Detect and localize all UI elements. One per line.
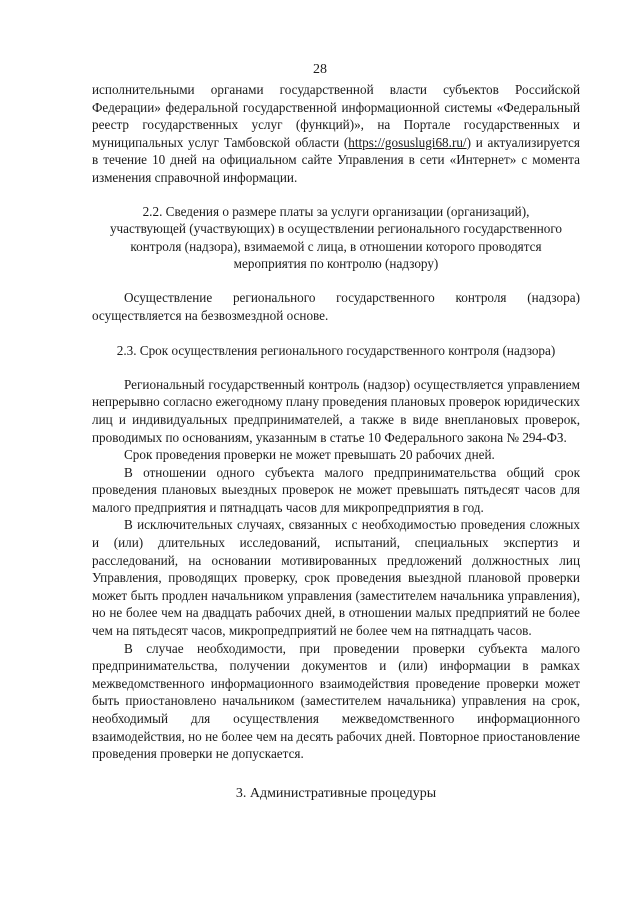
paragraph-extension-cases: В исключительных случаях, связанных с необходимостью проведения сложных и (или) длительных исследований, испытаний, специальных экспертиз и расследований, на основании мотивированных предложений должностных лиц Управления, проводящих проверку, срок проведения выездной плановой проверки может быть продлен начальником управления (заместителем начальника управления), но не более чем на двадцать рабочих дней, в отношении малых предприятий не более чем на пятьдесят часов, микропредприятий не более чем на пятнадцать часов. [92,517,580,639]
heading-2-3: 2.3. Срок осуществления регионального государственного контроля (надзора) [116,343,556,359]
paragraph-inspection-duration: Срок проведения проверки не может превышать 20 рабочих дней. [124,447,495,463]
gosuslugi-link[interactable]: https://gosuslugi68.ru/ [348,134,467,150]
section-3-title: 3. Административные процедуры [235,785,437,801]
paragraph-continuous-control: Региональный государственный контроль (надзор) осуществляется управлением непрерывно согласно ежегодному плану проведения плановых проверок юридических лиц и индивидуальных предпринимателей, а также в виде внеплановых проверок, проводимых по основаниям, указанным в статье 10 Федерального закона № 294-ФЗ. [92,376,580,445]
document-body [92,81,580,816]
page-number: 28 [313,62,327,77]
paragraph-text: ) и актуализируется в течение 10 дней на официальном сайте Управления в сети «Интернет» с момента изменения справочной информации. [92,134,580,185]
paragraph-free-basis: Осуществление регионального государственного контроля (надзора) осуществляется на безвозмездной основе. [92,289,580,323]
paragraph-small-business-limit: В отношении одного субъекта малого предпринимательства общий срок проведения плановых выездных проверок не может превышать пятьдесят часов для малого предприятия и пятнадцать часов для микропредприятия в год. [92,464,580,515]
heading-2-2: 2.2. Сведения о размере платы за услуги организации (организаций), участвующей (участвующих) в осуществлении регионального государственного контроля (надзора), взимаемой с лица, в отношении которого проводятся мероприятия по контролю (надзору) [109,203,563,272]
paragraph-suspension: В случае необходимости, при проведении проверки субъекта малого предпринимательства, получении документов и (или) информации в рамках межведомственного информационного взаимодействия проведение проверки может быть приостановлено начальником (заместителем начальника) управления на срок, необходимый для осуществления межведомственного информационного взаимодействия, но не более чем на десять рабочих дней. Повторное приостановление проведения проверки не допускается. [92,640,580,762]
paragraph-portal-info [92,81,580,187]
paragraph-text: исполнительными органами государственной власти субъектов Российской Федерации» федеральной государственной информационной системы «Федеральный реестр государственных услуг (функций)», на Портале государственных и муниципальных услуг Тамбовской области ( [92,82,580,150]
